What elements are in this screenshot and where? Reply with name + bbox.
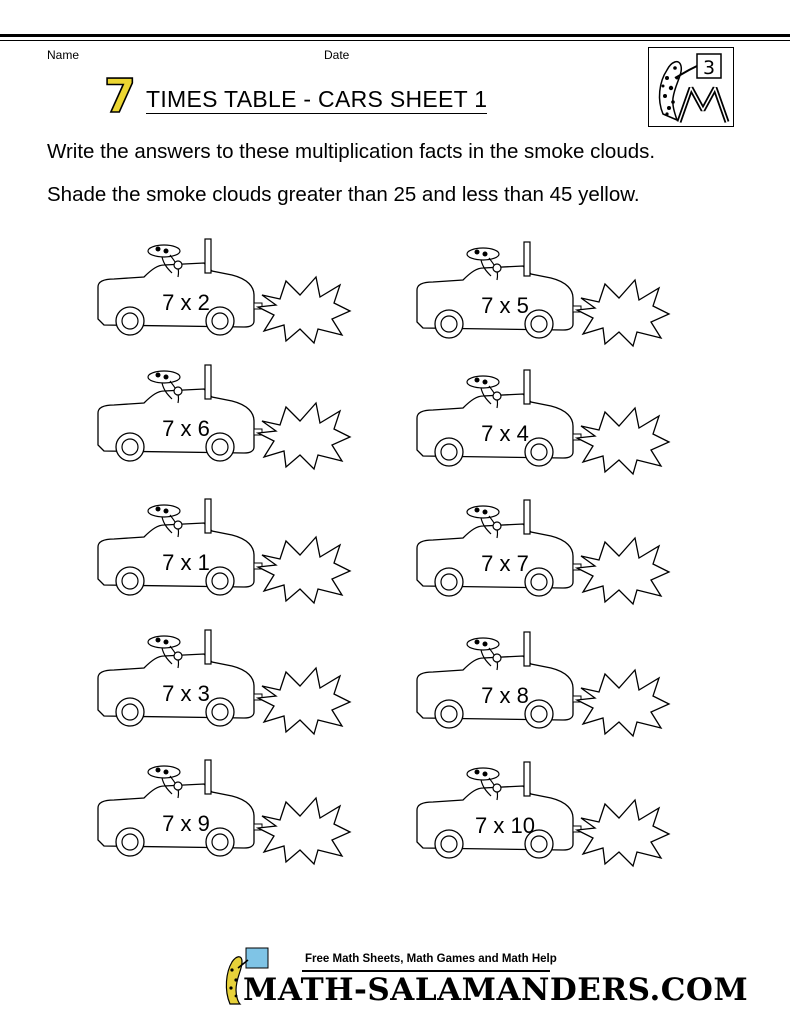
instruction-shade: Shade the smoke clouds greater than 25 and less than 45 yellow. xyxy=(47,183,640,206)
car-problem xyxy=(92,237,362,357)
smoke-cloud-answer[interactable] xyxy=(575,798,671,868)
smoke-cloud-answer[interactable] xyxy=(575,278,671,348)
header-rule-thick xyxy=(0,34,790,37)
smoke-cloud-answer[interactable] xyxy=(256,275,352,345)
smoke-cloud-answer[interactable] xyxy=(256,666,352,736)
name-label: Name xyxy=(47,48,80,62)
car-problem xyxy=(411,240,681,360)
grade-badge xyxy=(648,47,734,127)
car-problem xyxy=(92,497,362,617)
car-problem xyxy=(92,363,362,483)
fact-label: 7 x 9 xyxy=(162,811,210,836)
smoke-cloud-answer[interactable] xyxy=(575,406,671,476)
smoke-cloud-answer[interactable] xyxy=(575,536,671,606)
car-problem xyxy=(92,758,362,878)
fact-label: 7 x 4 xyxy=(481,421,529,446)
salamander-grade-logo xyxy=(649,48,733,125)
smoke-cloud-answer[interactable] xyxy=(256,796,352,866)
car-problem xyxy=(411,498,681,618)
digit-seven: 7 xyxy=(103,72,137,118)
car-problem xyxy=(411,630,681,750)
date-label: Date xyxy=(324,48,350,62)
smoke-cloud-answer[interactable] xyxy=(575,668,671,738)
header-rule-thin xyxy=(0,40,790,41)
footer-tagline: Free Math Sheets, Math Games and Math Help xyxy=(305,953,557,965)
smoke-cloud-answer[interactable] xyxy=(256,535,352,605)
page-title: TIMES TABLE - CARS SHEET 1 xyxy=(146,86,488,112)
fact-label: 7 x 10 xyxy=(475,813,535,838)
fact-label: 7 x 2 xyxy=(162,290,210,315)
car-problem xyxy=(411,760,681,880)
footer-brand-link[interactable]: MATH-SALAMANDERS.COM xyxy=(243,972,749,1008)
smoke-cloud-answer[interactable] xyxy=(256,401,352,471)
fact-label: 7 x 8 xyxy=(481,683,529,708)
fact-label: 7 x 6 xyxy=(162,416,210,441)
fact-label: 7 x 7 xyxy=(481,551,529,576)
grade-number: 3 xyxy=(702,57,716,79)
fact-label: 7 x 5 xyxy=(481,293,529,318)
fact-label: 7 x 1 xyxy=(162,550,210,575)
instruction-write: Write the answers to these multiplication facts in the smoke clouds. xyxy=(47,140,656,163)
fact-label: 7 x 3 xyxy=(162,681,210,706)
digit-seven-logo xyxy=(100,72,140,118)
car-problem xyxy=(92,628,362,748)
car-problem xyxy=(411,368,681,488)
